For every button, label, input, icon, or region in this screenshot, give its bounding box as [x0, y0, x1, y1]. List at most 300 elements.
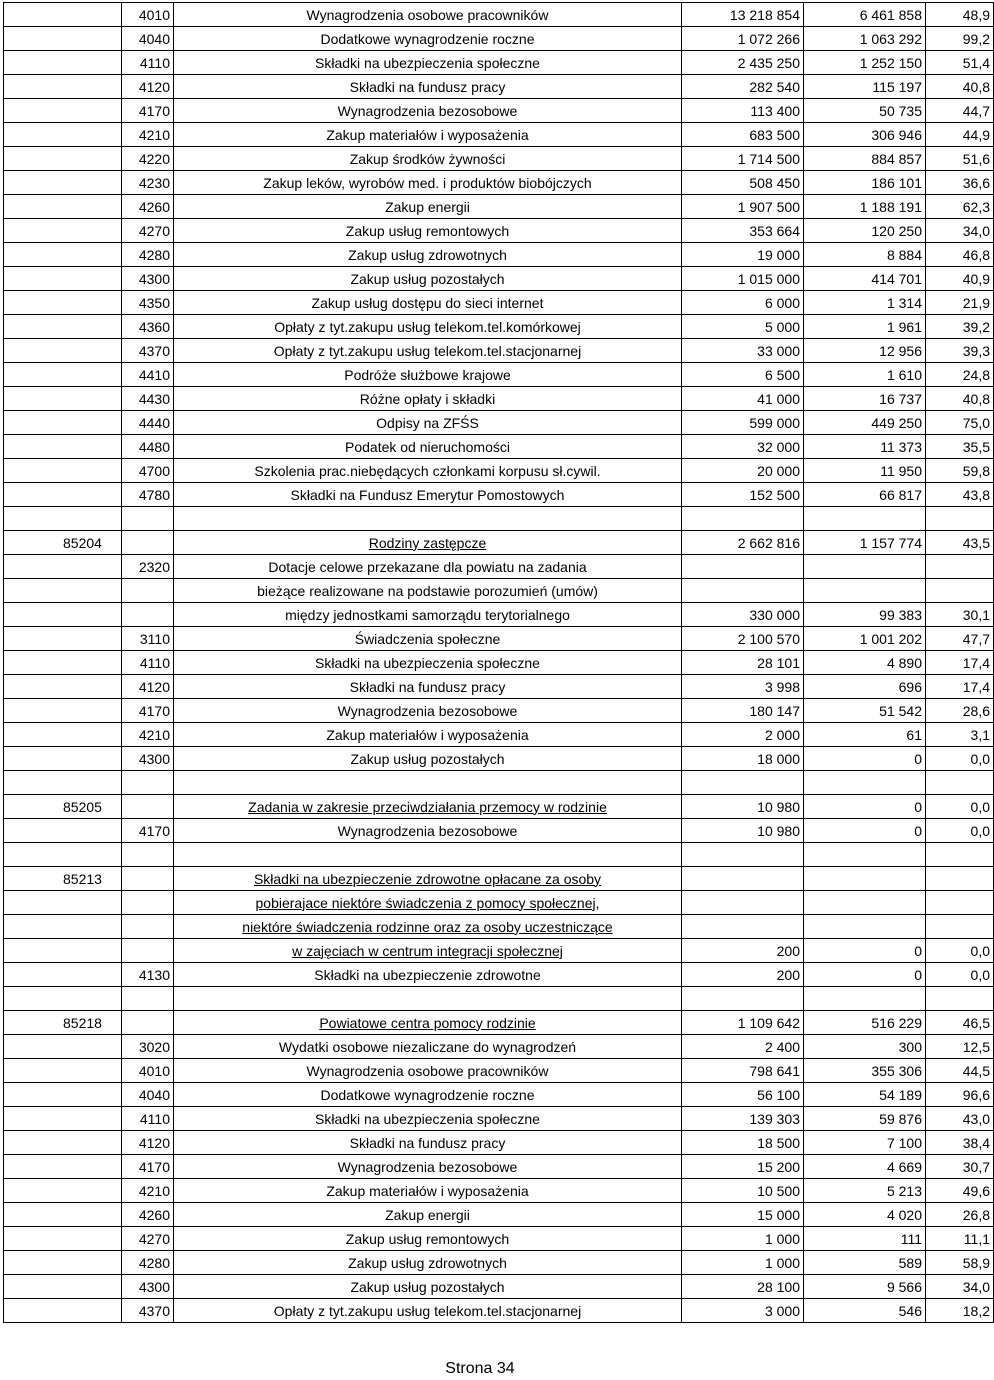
plan-amount-cell — [682, 387, 804, 411]
executed-amount: 16 737 — [879, 390, 922, 407]
execution-percent: 12,5 — [962, 1038, 990, 1055]
plan-amount-cell — [682, 747, 804, 771]
plan-amount: 113 400 — [750, 102, 800, 119]
item-name-cell — [174, 75, 682, 99]
section-code-cell — [4, 411, 122, 435]
page-number: Strona 34 — [445, 1360, 515, 1377]
item-name-cell — [174, 411, 682, 435]
execution-percent: 46,8 — [962, 246, 990, 263]
paragraph-code-cell — [122, 819, 174, 843]
execution-percent-cell — [926, 1035, 994, 1059]
item-name: Zakup usług pozostałych — [350, 750, 505, 767]
execution-percent-cell — [926, 795, 994, 819]
item-name-cell — [174, 939, 682, 963]
execution-percent-cell — [926, 1083, 994, 1107]
executed-amount-cell — [804, 1275, 926, 1299]
item-name-cell — [174, 531, 682, 555]
executed-amount-cell — [804, 1083, 926, 1107]
executed-amount-cell — [804, 147, 926, 171]
execution-percent: 0,0 — [970, 822, 990, 839]
paragraph-code-cell — [122, 795, 174, 819]
plan-amount-cell — [682, 915, 804, 939]
executed-amount: 61 — [906, 726, 922, 743]
execution-percent: 26,8 — [962, 1206, 990, 1223]
section-code: 85204 — [63, 534, 102, 551]
plan-amount: 10 980 — [757, 822, 800, 839]
paragraph-code: 4360 — [138, 318, 170, 335]
execution-percent-cell — [926, 915, 994, 939]
item-name: Wynagrodzenia bezosobowe — [337, 822, 518, 839]
paragraph-code-cell — [122, 483, 174, 507]
blank-row — [4, 507, 994, 531]
section-code-cell — [4, 1179, 122, 1203]
section-code-cell — [4, 747, 122, 771]
table-row — [4, 1035, 994, 1059]
execution-percent-cell — [926, 1275, 994, 1299]
item-name: Świadczenia społeczne — [354, 630, 501, 647]
plan-amount: 1 000 — [764, 1254, 800, 1271]
execution-percent: 0,0 — [970, 942, 990, 959]
paragraph-code-cell — [122, 1179, 174, 1203]
item-name-cell — [174, 675, 682, 699]
section-code-cell — [4, 651, 122, 675]
execution-percent: 39,2 — [962, 318, 990, 335]
execution-percent-cell — [926, 867, 994, 891]
section-row — [4, 531, 994, 555]
item-name-cell — [174, 147, 682, 171]
table-row — [4, 1299, 994, 1323]
table-row — [4, 1107, 994, 1131]
execution-percent-cell — [926, 171, 994, 195]
item-name-cell — [174, 171, 682, 195]
section-code-cell — [4, 459, 122, 483]
table-row — [4, 483, 994, 507]
item-name: Zakup usług remontowych — [345, 222, 510, 239]
table-row — [4, 171, 994, 195]
execution-percent-cell — [926, 1131, 994, 1155]
execution-percent-cell — [926, 339, 994, 363]
table-row — [4, 699, 994, 723]
execution-percent-cell — [926, 3, 994, 27]
item-name-cell — [174, 339, 682, 363]
execution-percent-cell — [926, 195, 994, 219]
execution-percent-cell — [926, 243, 994, 267]
plan-amount: 15 200 — [757, 1158, 800, 1175]
paragraph-code: 4270 — [138, 222, 170, 239]
item-name: Zakup usług zdrowotnych — [348, 246, 507, 263]
executed-amount: 7 100 — [886, 1134, 922, 1151]
execution-percent-cell — [926, 939, 994, 963]
executed-amount-cell — [804, 1107, 926, 1131]
item-name: między jednostkami samorządu terytorialnego — [285, 606, 570, 623]
paragraph-code: 4260 — [138, 1206, 170, 1223]
paragraph-code-cell — [122, 771, 174, 795]
executed-amount-cell — [804, 771, 926, 795]
item-name: Zakup materiałów i wyposażenia — [326, 1182, 529, 1199]
plan-amount: 2 100 570 — [737, 630, 800, 647]
item-name-cell — [174, 1131, 682, 1155]
execution-percent-cell — [926, 747, 994, 771]
plan-amount-cell — [682, 411, 804, 435]
item-name: Zakup usług dostępu do sieci internet — [311, 294, 544, 311]
plan-amount: 10 500 — [757, 1182, 800, 1199]
executed-amount-cell — [804, 387, 926, 411]
section-code-cell — [4, 915, 122, 939]
plan-amount-cell — [682, 1011, 804, 1035]
table-row — [4, 315, 994, 339]
execution-percent-cell — [926, 267, 994, 291]
paragraph-code-cell — [122, 147, 174, 171]
executed-amount: 111 — [900, 1230, 922, 1247]
table-row — [4, 603, 994, 627]
blank-row — [4, 771, 994, 795]
paragraph-code: 4300 — [138, 270, 170, 287]
execution-percent-cell — [926, 507, 994, 531]
execution-percent-cell — [926, 51, 994, 75]
paragraph-code: 4350 — [138, 294, 170, 311]
budget-table — [3, 2, 994, 1323]
paragraph-code: 4120 — [138, 678, 170, 695]
paragraph-code-cell — [122, 1011, 174, 1035]
section-code-cell — [4, 387, 122, 411]
section-code-cell — [4, 243, 122, 267]
section-code-cell — [4, 483, 122, 507]
plan-amount: 180 147 — [749, 702, 800, 719]
execution-percent-cell — [926, 987, 994, 1011]
blank-row — [4, 843, 994, 867]
table-row — [4, 27, 994, 51]
execution-percent: 30,1 — [962, 606, 990, 623]
executed-amount-cell — [804, 987, 926, 1011]
executed-amount-cell — [804, 219, 926, 243]
execution-percent: 96,6 — [962, 1086, 990, 1103]
paragraph-code: 4170 — [138, 822, 170, 839]
table-row — [4, 3, 994, 27]
plan-amount-cell — [682, 1035, 804, 1059]
paragraph-code: 4280 — [138, 246, 170, 263]
paragraph-code: 4230 — [138, 174, 170, 191]
item-name: Zakup materiałów i wyposażenia — [326, 726, 529, 743]
executed-amount: 546 — [898, 1302, 922, 1319]
paragraph-code-cell — [122, 1275, 174, 1299]
paragraph-code: 4010 — [138, 6, 170, 23]
execution-percent-cell — [926, 363, 994, 387]
section-code-cell — [4, 1059, 122, 1083]
section-code-cell — [4, 819, 122, 843]
execution-percent-cell — [926, 27, 994, 51]
section-code-cell — [4, 963, 122, 987]
execution-percent-cell — [926, 483, 994, 507]
execution-percent-cell — [926, 675, 994, 699]
paragraph-code-cell — [122, 531, 174, 555]
section-code-cell — [4, 99, 122, 123]
execution-percent: 24,8 — [962, 366, 990, 383]
execution-percent-cell — [926, 699, 994, 723]
plan-amount: 3 000 — [764, 1302, 800, 1319]
paragraph-code-cell — [122, 339, 174, 363]
plan-amount: 19 000 — [757, 246, 800, 263]
paragraph-code: 4170 — [138, 1158, 170, 1175]
item-name-cell — [174, 987, 682, 1011]
item-name-cell — [174, 1107, 682, 1131]
budget-table-body — [4, 3, 994, 1323]
plan-amount: 15 000 — [757, 1206, 800, 1223]
section-code-cell — [4, 1251, 122, 1275]
plan-amount: 508 450 — [749, 174, 800, 191]
plan-amount: 1 714 500 — [737, 150, 800, 167]
execution-percent-cell — [926, 291, 994, 315]
item-name: Szkolenia prac.niebędących członkami korpusu sł.cywil. — [254, 462, 601, 479]
execution-percent: 28,6 — [962, 702, 990, 719]
section-code-cell — [4, 627, 122, 651]
executed-amount-cell — [804, 1131, 926, 1155]
executed-amount-cell — [804, 123, 926, 147]
executed-amount-cell — [804, 315, 926, 339]
item-name-cell — [174, 579, 682, 603]
item-name-cell — [174, 915, 682, 939]
executed-amount: 1 610 — [886, 366, 922, 383]
execution-percent-cell — [926, 219, 994, 243]
section-code-cell — [4, 1083, 122, 1107]
plan-amount-cell — [682, 1059, 804, 1083]
plan-amount: 330 000 — [749, 606, 800, 623]
item-name-cell — [174, 627, 682, 651]
execution-percent: 34,0 — [962, 1278, 990, 1295]
plan-amount: 28 101 — [757, 654, 800, 671]
executed-amount-cell — [804, 1299, 926, 1323]
executed-amount: 4 890 — [886, 654, 922, 671]
item-name-cell — [174, 891, 682, 915]
paragraph-code-cell — [122, 123, 174, 147]
execution-percent-cell — [926, 1011, 994, 1035]
execution-percent: 51,6 — [962, 150, 990, 167]
paragraph-code-cell — [122, 723, 174, 747]
executed-amount: 11 950 — [880, 462, 922, 479]
paragraph-code-cell — [122, 99, 174, 123]
item-name-cell — [174, 867, 682, 891]
executed-amount: 8 884 — [886, 246, 922, 263]
paragraph-code-cell — [122, 603, 174, 627]
section-code: 85218 — [63, 1014, 102, 1031]
plan-amount-cell — [682, 795, 804, 819]
execution-percent-cell — [926, 1227, 994, 1251]
executed-amount: 99 383 — [879, 606, 922, 623]
section-code-cell — [4, 1227, 122, 1251]
paragraph-code-cell — [122, 195, 174, 219]
execution-percent: 47,7 — [962, 630, 990, 647]
execution-percent: 17,4 — [962, 678, 990, 695]
item-name-cell — [174, 267, 682, 291]
executed-amount: 1 001 202 — [859, 630, 922, 647]
plan-amount-cell — [682, 987, 804, 1011]
executed-amount: 0 — [914, 966, 922, 983]
executed-amount: 1 157 774 — [859, 534, 922, 551]
section-row — [4, 1011, 994, 1035]
plan-amount: 20 000 — [757, 462, 800, 479]
execution-percent-cell — [926, 1251, 994, 1275]
executed-amount-cell — [804, 963, 926, 987]
plan-amount-cell — [682, 315, 804, 339]
execution-percent-cell — [926, 555, 994, 579]
executed-amount: 884 857 — [871, 150, 922, 167]
paragraph-code: 4010 — [138, 1062, 170, 1079]
section-code-cell — [4, 531, 122, 555]
execution-percent: 46,5 — [962, 1014, 990, 1031]
section-code-cell — [4, 579, 122, 603]
paragraph-code: 4130 — [138, 966, 170, 983]
paragraph-code: 4370 — [138, 1302, 170, 1319]
execution-percent: 44,5 — [962, 1062, 990, 1079]
item-name-cell — [174, 771, 682, 795]
section-code-cell — [4, 51, 122, 75]
executed-amount: 306 946 — [871, 126, 922, 143]
item-name-cell — [174, 723, 682, 747]
executed-amount: 5 213 — [886, 1182, 922, 1199]
table-row — [4, 627, 994, 651]
plan-amount: 41 000 — [757, 390, 800, 407]
executed-amount: 4 669 — [886, 1158, 922, 1175]
item-name: Zakup środków żywności — [349, 150, 506, 167]
executed-amount: 1 188 191 — [859, 198, 922, 215]
executed-amount-cell — [804, 459, 926, 483]
blank-row — [4, 987, 994, 1011]
section-code-cell — [4, 867, 122, 891]
section-code-cell — [4, 363, 122, 387]
paragraph-code-cell — [122, 579, 174, 603]
plan-amount-cell — [682, 1083, 804, 1107]
plan-amount: 5 000 — [764, 318, 800, 335]
executed-amount: 9 566 — [886, 1278, 922, 1295]
plan-amount: 33 000 — [757, 342, 800, 359]
executed-amount: 355 306 — [871, 1062, 922, 1079]
plan-amount-cell — [682, 867, 804, 891]
section-code-cell — [4, 267, 122, 291]
table-row — [4, 963, 994, 987]
paragraph-code-cell — [122, 1131, 174, 1155]
item-name-cell — [174, 699, 682, 723]
item-name: Zakup leków, wyrobów med. i produktów biobójczych — [263, 174, 592, 191]
executed-amount-cell — [804, 795, 926, 819]
execution-percent: 40,9 — [962, 270, 990, 287]
executed-amount-cell — [804, 1227, 926, 1251]
plan-amount-cell — [682, 1227, 804, 1251]
section-code: 85205 — [63, 798, 102, 815]
paragraph-code: 4210 — [138, 126, 170, 143]
table-row — [4, 1203, 994, 1227]
executed-amount: 59 876 — [879, 1110, 922, 1127]
item-name-cell — [174, 315, 682, 339]
item-name: Powiatowe centra pomocy rodzinie — [319, 1014, 536, 1031]
plan-amount: 200 — [776, 942, 800, 959]
paragraph-code: 4270 — [138, 1230, 170, 1247]
plan-amount-cell — [682, 819, 804, 843]
plan-amount-cell — [682, 3, 804, 27]
plan-amount-cell — [682, 243, 804, 267]
item-name: Opłaty z tyt.zakupu usług telekom.tel.komórkowej — [274, 318, 581, 335]
table-row — [4, 1251, 994, 1275]
item-name: Zakup energii — [385, 198, 470, 215]
executed-amount: 50 735 — [879, 102, 922, 119]
plan-amount-cell — [682, 531, 804, 555]
item-name: Dodatkowe wynagrodzenie roczne — [320, 30, 535, 47]
plan-amount: 1 072 266 — [737, 30, 800, 47]
item-name-cell — [174, 363, 682, 387]
plan-amount-cell — [682, 363, 804, 387]
item-name-cell — [174, 243, 682, 267]
execution-percent: 18,2 — [962, 1302, 990, 1319]
item-name-cell — [174, 843, 682, 867]
item-name-cell — [174, 3, 682, 27]
section-code-cell — [4, 75, 122, 99]
plan-amount-cell — [682, 699, 804, 723]
item-name-cell — [174, 387, 682, 411]
paragraph-code-cell — [122, 1299, 174, 1323]
paragraph-code-cell — [122, 1227, 174, 1251]
execution-percent-cell — [926, 843, 994, 867]
item-name-cell — [174, 963, 682, 987]
paragraph-code-cell — [122, 627, 174, 651]
item-name: Składki na ubezpieczenia społeczne — [315, 1110, 540, 1127]
paragraph-code-cell — [122, 267, 174, 291]
section-code-cell — [4, 1131, 122, 1155]
item-name-cell — [174, 1275, 682, 1299]
plan-amount: 18 000 — [757, 750, 800, 767]
item-name-cell — [174, 819, 682, 843]
plan-amount-cell — [682, 723, 804, 747]
item-name: Wynagrodzenia osobowe pracowników — [306, 1062, 549, 1079]
plan-amount-cell — [682, 1299, 804, 1323]
section-code-cell — [4, 555, 122, 579]
executed-amount-cell — [804, 555, 926, 579]
plan-amount: 28 100 — [757, 1278, 800, 1295]
executed-amount: 1 961 — [886, 318, 922, 335]
section-code-cell — [4, 1299, 122, 1323]
execution-percent: 48,9 — [962, 6, 990, 23]
item-name: Zakup energii — [385, 1206, 470, 1223]
execution-percent-cell — [926, 147, 994, 171]
plan-amount: 139 303 — [749, 1110, 800, 1127]
table-row — [4, 411, 994, 435]
item-name-cell — [174, 1083, 682, 1107]
plan-amount-cell — [682, 939, 804, 963]
plan-amount-cell — [682, 651, 804, 675]
section-row — [4, 795, 994, 819]
paragraph-code-cell — [122, 459, 174, 483]
paragraph-code: 4780 — [138, 486, 170, 503]
executed-amount-cell — [804, 75, 926, 99]
paragraph-code: 4110 — [139, 654, 170, 671]
paragraph-code-cell — [122, 555, 174, 579]
plan-amount-cell — [682, 171, 804, 195]
paragraph-code-cell — [122, 747, 174, 771]
item-name: Zakup usług pozostałych — [350, 1278, 505, 1295]
section-code-cell — [4, 195, 122, 219]
item-name: Opłaty z tyt.zakupu usług telekom.tel.stacjonarnej — [273, 1302, 582, 1319]
execution-percent-cell — [926, 531, 994, 555]
plan-amount: 6 500 — [764, 366, 800, 383]
plan-amount-cell — [682, 507, 804, 531]
item-name-cell — [174, 1299, 682, 1323]
paragraph-code-cell — [122, 1035, 174, 1059]
executed-amount: 414 701 — [871, 270, 922, 287]
plan-amount: 1 015 000 — [737, 270, 800, 287]
executed-amount: 120 250 — [871, 222, 922, 239]
paragraph-code-cell — [122, 1203, 174, 1227]
paragraph-code: 4280 — [138, 1254, 170, 1271]
paragraph-code-cell — [122, 1059, 174, 1083]
item-name-cell — [174, 195, 682, 219]
plan-amount-cell — [682, 675, 804, 699]
